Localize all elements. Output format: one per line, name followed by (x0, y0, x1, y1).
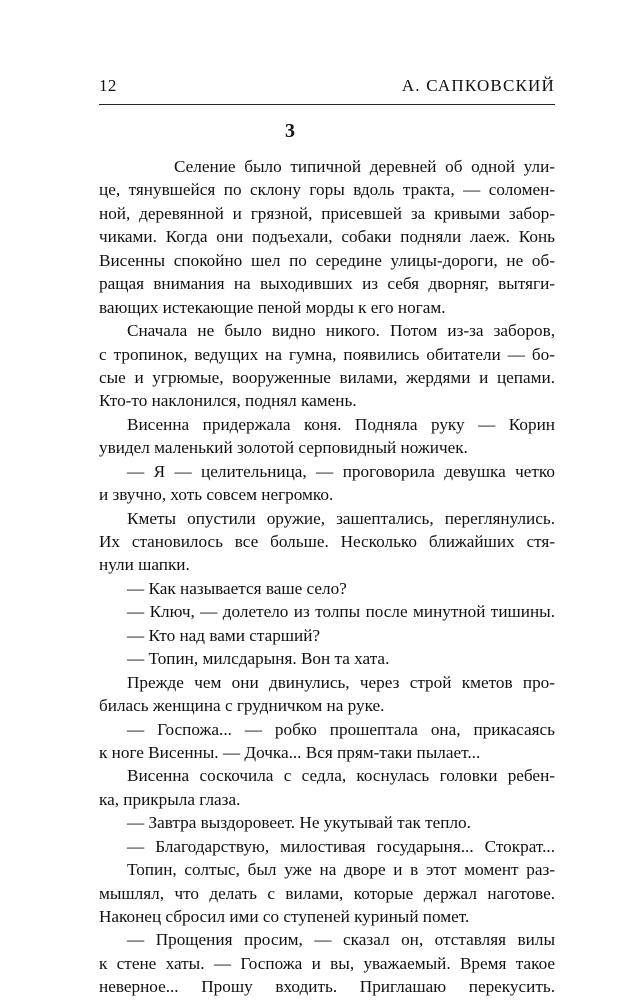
text-line: Висенна соскочила с седла, коснулась головки ребен- (127, 766, 555, 786)
text-line: ращая внимания на выходивших из себя дворняг, вытяги- (99, 274, 555, 294)
text-line: мышлял, что делать с вилами, которые держал наготове. (99, 883, 555, 903)
text-line: — Ключ, — долетело из толпы после минутной тишины. (127, 602, 555, 622)
author-name: А. САПКОВСКИЙ (401, 76, 555, 95)
text-line: к стене хаты. — Госпожа и вы, уважаемый. Время такое (99, 953, 555, 973)
text-line: неверное... Прошу входить. Приглашаю перекусить. (99, 977, 555, 997)
page-number: 12 (99, 76, 117, 95)
text-line: с тропинок, ведущих на гумна, появились обитатели — бо- (99, 344, 555, 364)
text-line: билась женщина с грудничком на руке. (99, 696, 385, 716)
text-line: нули шапки. (99, 555, 190, 575)
text-line: Кто-то наклонился, поднял камень. (99, 391, 357, 411)
text-line: — Как называется ваше село? (127, 578, 347, 598)
text-line: — Прощения просим, — сказал он, отставляя вилы (127, 930, 555, 950)
text-line: Сначала не было видно никого. Потом из-за заборов, (127, 321, 555, 341)
text-line: — Я — целительница, — проговорила девушка четко (127, 461, 555, 481)
text-line: Висенны спокойно шел по середине улицы-дороги, не об- (99, 250, 555, 270)
text-line: увидел маленький золотой серповидный ножичек. (99, 438, 468, 458)
text-line: — Топин, милсдарыня. Вон та хата. (127, 649, 390, 669)
text-line: — Благодарствую, милостивая государыня... Стократ... (127, 836, 555, 856)
text-line: ной, деревянной и грязной, присевшей за кривыми забор- (99, 203, 555, 223)
text-line: Прежде чем они двинулись, через строй кметов про- (127, 672, 555, 692)
text-line: к ноге Висенны. — Дочка... Вся прям-таки пылает... (99, 742, 481, 762)
text-line: — Госпожа... — робко прошептала она, прикасаясь (127, 719, 555, 739)
chapter-number: 3 (285, 120, 295, 142)
text-line: — Завтра выздоровеет. Не укутывай так тепло. (127, 813, 471, 833)
text-line: Топин, солтыс, был уже на дворе и в этот момент раз- (127, 860, 555, 880)
text-line: сые и угрюмые, вооруженные вилами, жердями и цепами. (99, 367, 555, 387)
text-line: це, тянувшейся по склону горы вдоль тракта, — соломен- (99, 180, 555, 200)
text-line: чиками. Когда они подъехали, собаки подняли лаеж. Конь (99, 227, 555, 247)
text-line: и звучно, хоть совсем негромко. (99, 485, 334, 505)
text-line: Висенна придержала коня. Подняла руку — Корин (127, 414, 555, 434)
text-line: Кметы опустили оружие, зашептались, переглянулись. (127, 508, 555, 528)
text-line: вающих истекающие пеной морды к его ногам. (99, 297, 446, 317)
text-line: Их становилось все больше. Несколько ближайших стя- (99, 532, 555, 551)
text-line: ка, прикрыла глаза. (99, 789, 241, 809)
body-text (99, 155, 555, 999)
running-head (99, 76, 555, 102)
header-rule (99, 104, 555, 105)
text-line: Селение было типичной деревней об одной ули- (174, 157, 555, 176)
text-line: Наконец сбросил ими со ступеней куриный помет. (99, 907, 470, 926)
text-line: — Кто над вами старший? (127, 625, 321, 645)
